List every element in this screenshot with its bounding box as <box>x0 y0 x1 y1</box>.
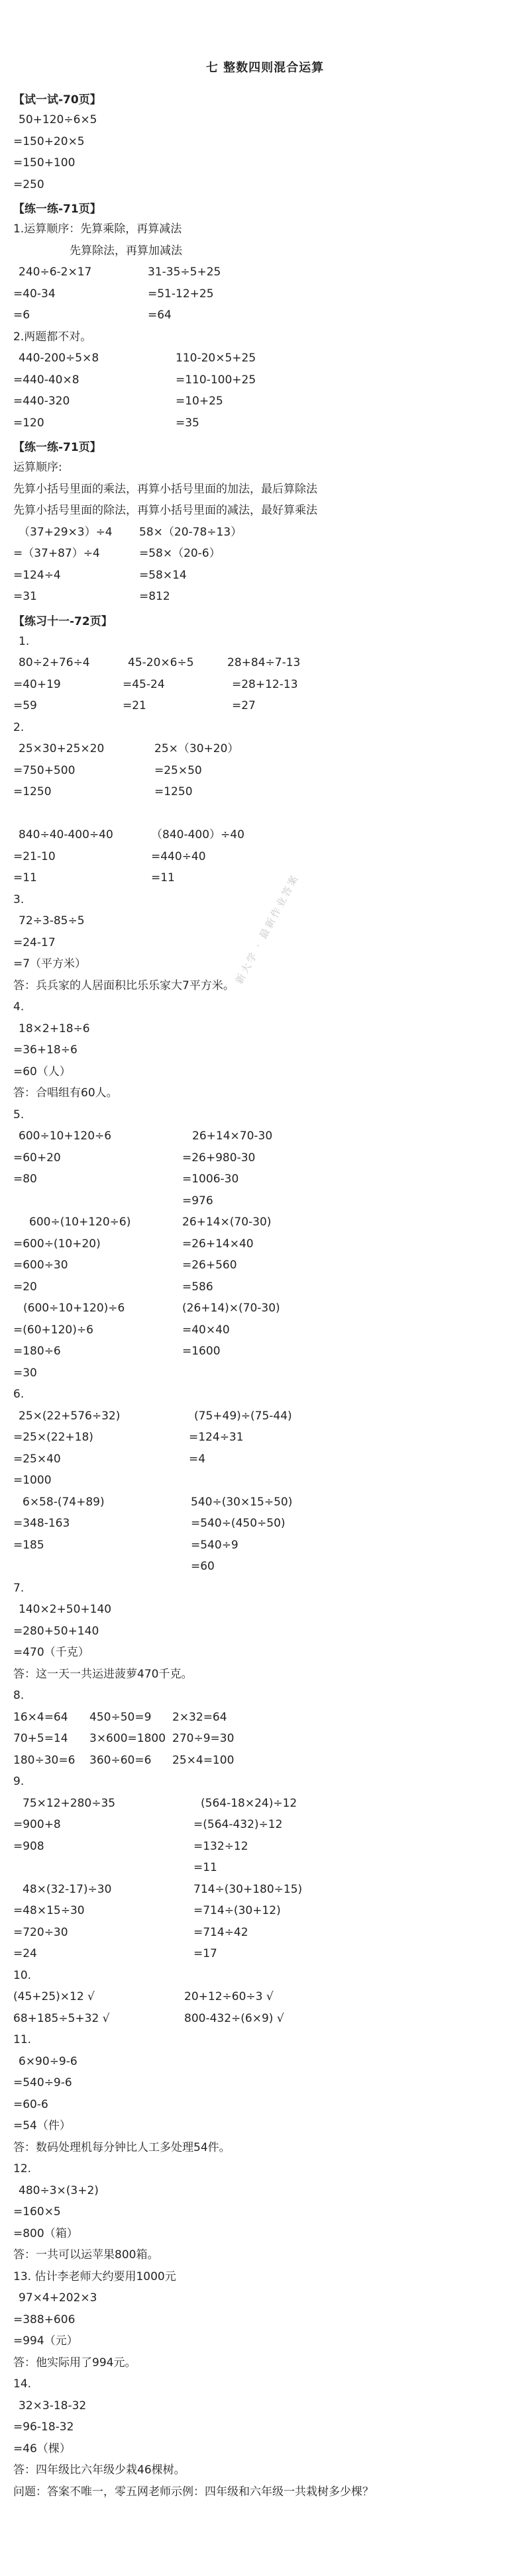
calc-cell: 6×58-(74+89) <box>23 1495 105 1509</box>
calc-cell: =750+500 <box>13 763 76 777</box>
calc-cell: =26+560 <box>182 1259 237 1272</box>
calc-row <box>13 1406 517 1427</box>
calc-line: 140×2+50+140 <box>19 1603 112 1616</box>
calc-cell: (600÷10+120)÷6 <box>23 1302 125 1315</box>
calc-cell: 540÷(30×15÷50) <box>191 1495 293 1509</box>
calc-cell: =11 <box>193 1861 217 1874</box>
calc-line: =388+606 <box>13 2313 76 2326</box>
calc-line: 97×4+202×3 <box>19 2291 97 2305</box>
question-number: 12. <box>13 2162 32 2175</box>
calc-cell: =124÷4 <box>13 568 61 582</box>
question-number: 13. 估计李老师大约要用1000元 <box>13 2269 176 2283</box>
watermark-text: 新大学 · 最新作业答案 <box>233 872 301 986</box>
question-number: 9. <box>13 1775 25 1788</box>
calc-line: =60-6 <box>13 2097 48 2111</box>
calc-cell: =6 <box>13 309 30 322</box>
calc-line: =250 <box>13 177 44 191</box>
calc-cell: =20 <box>13 1280 37 1294</box>
calc-cell: =40-34 <box>13 287 56 301</box>
calc-line: =540÷9-6 <box>13 2076 72 2089</box>
calc-line: =46（棵） <box>13 2442 71 2456</box>
calc-cell: =1006-30 <box>182 1172 239 1186</box>
question-number: 10. <box>13 1968 32 1982</box>
calc-cell: 26+14×70-30 <box>192 1129 273 1143</box>
calc-line: 18×2+18÷6 <box>19 1022 90 1035</box>
calc-cell: 16×4=64 <box>13 1710 68 1724</box>
calc-line: =36+18÷6 <box>13 1043 78 1057</box>
calc-line: =994（元） <box>13 2334 78 2348</box>
calc-cell: =58×（20-6） <box>139 547 221 560</box>
calc-row <box>13 760 517 782</box>
calc-row <box>13 2008 517 2030</box>
answer-line: 答：兵兵家的人居面积比乐乐家大7平方米。 <box>13 978 235 992</box>
calc-row <box>13 1125 517 1147</box>
calc-row <box>13 1169 517 1190</box>
answer-line: 答：合唱组有60人。 <box>13 1086 118 1100</box>
calc-cell: (26+14)×(70-30) <box>182 1302 280 1315</box>
calc-cell: 440-200÷5×8 <box>19 352 99 365</box>
calc-cell: =30 <box>13 1366 37 1380</box>
calc-row <box>13 1147 517 1169</box>
calc-row <box>13 1814 517 1836</box>
calc-cell: =45-24 <box>123 677 165 691</box>
calc-row <box>13 1857 517 1879</box>
calc-row <box>13 1793 517 1815</box>
calc-cell: =58×14 <box>139 568 187 582</box>
calc-cell: 110-20×5+25 <box>176 352 256 365</box>
calc-cell: (564-18×24)÷12 <box>201 1796 297 1810</box>
calc-row <box>13 1556 517 1578</box>
calc-line: 50+120÷6×5 <box>19 113 97 126</box>
calc-row <box>13 565 517 587</box>
calc-cell: 26+14×(70-30) <box>182 1216 272 1229</box>
calc-cell: 800-432÷(6×9) √ <box>184 2011 284 2025</box>
calc-line: 6×90÷9-6 <box>19 2054 78 2068</box>
calc-cell: =908 <box>13 1839 44 1853</box>
calc-cell: =26+980-30 <box>182 1151 256 1165</box>
calc-cell: 25×4=100 <box>172 1753 235 1767</box>
calc-row <box>13 652 517 674</box>
calc-cell: =540÷9 <box>191 1538 238 1552</box>
calc-cell: 25×(22+576÷32) <box>19 1409 121 1423</box>
calc-cell: =440÷40 <box>151 849 206 863</box>
text-line: 先算小括号里面的乘法，再算小括号里面的加法，最后算除法 <box>13 482 317 496</box>
calc-row <box>13 738 517 760</box>
calc-row <box>13 522 517 544</box>
calc-cell: =26+14×40 <box>182 1237 254 1251</box>
calc-cell: =51-12+25 <box>148 287 214 301</box>
answer-page <box>13 58 517 2503</box>
answer-line: 答：数码处理机每分钟比人工多处理54件。 <box>13 2140 231 2154</box>
page-title: 七 整数四则混合运算 <box>205 61 325 75</box>
calc-cell: =60 <box>191 1560 215 1573</box>
calc-cell: =24 <box>13 1947 37 1960</box>
calc-row <box>13 391 517 412</box>
calc-cell: =440-40×8 <box>13 373 80 387</box>
calc-cell: 840÷40-400÷40 <box>19 828 113 841</box>
calc-row <box>13 1986 517 2008</box>
section-heading: 【练习十一-72页】 <box>13 614 113 628</box>
calc-line: =60（人） <box>13 1065 71 1078</box>
question-number: 8. <box>13 1689 25 1702</box>
calc-line: =800（箱） <box>13 2226 78 2240</box>
calc-cell: （37+29×3）÷4 <box>19 525 113 539</box>
calc-row <box>13 1513 517 1535</box>
calc-cell: =27 <box>232 699 256 712</box>
calc-cell: =440-320 <box>13 395 70 408</box>
calc-row <box>13 1728 517 1750</box>
calc-line: =280+50+140 <box>13 1624 99 1638</box>
calc-line: =54（件） <box>13 2119 71 2132</box>
calc-cell: 58×（20-78÷13） <box>139 525 242 539</box>
calc-cell: =714÷42 <box>193 1925 248 1939</box>
section-heading: 【练一练-71页】 <box>13 203 101 216</box>
calc-line: 72÷3-85÷5 <box>19 914 85 928</box>
calc-cell <box>13 1190 182 1212</box>
calc-cell: =976 <box>182 1194 213 1208</box>
calc-row <box>13 824 517 846</box>
calc-cell: =714÷(30+12) <box>193 1904 281 1917</box>
calc-cell: =185 <box>13 1538 44 1552</box>
question-number: 14. <box>13 2377 32 2391</box>
calc-row <box>13 846 517 868</box>
calc-cell: 45-20×6÷5 <box>128 656 194 669</box>
calc-row <box>13 674 517 696</box>
calc-cell: =1250 <box>154 785 193 798</box>
calc-cell: 80÷2+76÷4 <box>19 656 90 669</box>
calc-cell: =25×(22+18) <box>13 1431 93 1444</box>
question-number: 7. <box>13 1581 25 1595</box>
calc-cell: =64 <box>148 309 172 322</box>
calc-cell: =132÷12 <box>193 1839 248 1853</box>
calc-cell: =31 <box>13 590 37 603</box>
question-number: 5. <box>13 1108 25 1121</box>
calc-cell: 600÷10+120÷6 <box>19 1129 112 1143</box>
calc-cell: =60+20 <box>13 1151 61 1165</box>
calc-cell: =40+19 <box>13 677 61 691</box>
calc-cell: =25×50 <box>154 763 202 777</box>
calc-row <box>13 348 517 369</box>
calc-cell: =21 <box>123 699 146 712</box>
question-number: 11. <box>13 2033 32 2046</box>
calc-cell: =120 <box>13 416 44 430</box>
calc-cell: =17 <box>193 1947 217 1960</box>
text-line: 1.运算顺序：先算乘除，再算减法 <box>13 222 182 236</box>
calc-cell: =720÷30 <box>13 1925 68 1939</box>
calc-row <box>13 1535 517 1556</box>
text-line: 先算小括号里面的除法，再算小括号里面的减法，最好算乘法 <box>13 504 317 517</box>
calc-cell: (45+25)×12 √ <box>13 1990 95 2003</box>
calc-cell: （840-400）÷40 <box>151 828 244 841</box>
calc-line: =7（平方米） <box>13 957 87 971</box>
calc-cell: =(564-432)÷12 <box>193 1818 283 1831</box>
calc-cell: =586 <box>182 1280 213 1294</box>
question-line: 问题：答案不唯一，零五网老师示例：四年级和六年级一共栽树多少棵？ <box>13 2485 374 2499</box>
calc-cell: =1250 <box>13 785 52 798</box>
calc-cell <box>13 1556 191 1578</box>
calc-row <box>13 1922 517 1944</box>
calc-cell: 240÷6-2×17 <box>19 265 92 279</box>
calc-line: =96-18-32 <box>13 2420 74 2434</box>
calc-cell: =21-10 <box>13 849 56 863</box>
calc-cell: =1600 <box>182 1345 221 1358</box>
calc-cell: =(60+120)÷6 <box>13 1323 93 1337</box>
calc-cell: =900+8 <box>13 1818 61 1831</box>
answer-line: 答：四年级比六年级少栽46棵树。 <box>13 2463 186 2477</box>
calc-row <box>13 1255 517 1276</box>
calc-cell: =80 <box>13 1172 37 1186</box>
calc-cell: =（37+87）÷4 <box>13 547 100 560</box>
calc-cell: =180÷6 <box>13 1345 61 1358</box>
calc-cell: =28+12-13 <box>232 677 298 691</box>
calc-row <box>13 1900 517 1922</box>
calc-row <box>13 695 517 717</box>
calc-cell: =540÷(450÷50) <box>191 1517 286 1530</box>
spacer <box>13 803 517 825</box>
calc-row <box>13 1449 517 1470</box>
calc-cell: 28+84÷7-13 <box>227 656 301 669</box>
calc-row <box>13 1233 517 1255</box>
calc-line: =470（千克） <box>13 1646 89 1659</box>
calc-cell: (75+49)÷(75-44) <box>194 1409 292 1423</box>
calc-cell: =124÷31 <box>189 1431 244 1444</box>
question-number: 2. <box>13 720 25 734</box>
calc-cell: 450÷50=9 <box>89 1710 152 1724</box>
calc-cell: 360÷60=6 <box>89 1753 152 1767</box>
calc-cell: 180÷30=6 <box>13 1753 76 1767</box>
answer-line: 答：一共可以运苹果800箱。 <box>13 2248 159 2262</box>
calc-cell: =812 <box>139 590 170 603</box>
calc-row <box>13 1750 517 1772</box>
text-line: 先算除法，再算加减法 <box>70 244 182 258</box>
calc-row <box>13 1190 517 1212</box>
calc-row <box>13 283 517 305</box>
calc-row <box>13 1298 517 1319</box>
calc-cell: =600÷30 <box>13 1259 68 1272</box>
calc-cell: 3×600=1800 <box>89 1732 166 1745</box>
calc-row <box>13 305 517 326</box>
calc-line: 32×3-18-32 <box>19 2399 87 2412</box>
calc-row <box>13 1492 517 1513</box>
calc-line: =24-17 <box>13 935 56 949</box>
calc-row <box>13 1276 517 1298</box>
calc-cell: 25×（30+20） <box>154 742 239 755</box>
calc-cell: =600÷(10+20) <box>13 1237 101 1251</box>
calc-cell: =11 <box>13 871 37 884</box>
calc-line: 480÷3×(3+2) <box>19 2183 99 2197</box>
calc-cell: =348-163 <box>13 1517 70 1530</box>
calc-cell: =35 <box>176 416 199 430</box>
calc-line: =150+100 <box>13 156 76 169</box>
calc-line: =150+20×5 <box>13 134 85 148</box>
calc-cell: =25×40 <box>13 1452 61 1466</box>
section-heading: 【试一试-70页】 <box>13 93 101 107</box>
calc-row <box>13 586 517 608</box>
calc-row <box>13 1362 517 1384</box>
calc-cell: 270÷9=30 <box>172 1732 235 1745</box>
calc-cell: 600÷(10+120÷6) <box>29 1216 131 1229</box>
calc-row <box>13 1707 517 1729</box>
question-number: 3. <box>13 892 25 906</box>
calc-cell: =10+25 <box>176 395 223 408</box>
calc-cell <box>13 1857 193 1879</box>
calc-cell: =11 <box>151 871 175 884</box>
calc-line: =160×5 <box>13 2205 61 2218</box>
calc-cell: 20+12÷60÷3 √ <box>184 1990 274 2003</box>
calc-cell: 2×32=64 <box>172 1710 227 1724</box>
question-number: 1. <box>19 634 30 648</box>
calc-row <box>13 412 517 434</box>
calc-row <box>13 1212 517 1233</box>
calc-row <box>13 867 517 889</box>
answer-line: 答：他实际用了994元。 <box>13 2356 136 2369</box>
section-heading: 【练一练-71页】 <box>13 441 101 454</box>
calc-cell: =1000 <box>13 1474 52 1487</box>
calc-cell: 48×(32-17)÷30 <box>23 1882 112 1896</box>
calc-row <box>13 1836 517 1858</box>
calc-cell: 714÷(30+180÷15) <box>193 1882 303 1896</box>
calc-row <box>13 1470 517 1492</box>
calc-cell: =4 <box>189 1452 206 1466</box>
calc-row <box>13 369 517 391</box>
calc-row <box>13 1879 517 1901</box>
calc-cell: 25×30+25×20 <box>19 742 105 755</box>
calc-cell: 31-35÷5+25 <box>148 265 221 279</box>
calc-cell: =48×15÷30 <box>13 1904 85 1917</box>
calc-cell: =40×40 <box>182 1323 230 1337</box>
text-line: 运算顺序: <box>13 461 62 474</box>
text-line: 2.两题都不对。 <box>13 330 92 344</box>
calc-row <box>13 262 517 283</box>
calc-cell: =59 <box>13 699 37 712</box>
calc-row <box>13 543 517 565</box>
calc-row <box>13 1319 517 1341</box>
calc-row <box>13 1943 517 1965</box>
calc-row <box>13 781 517 803</box>
answer-line: 答：这一天一共运进菠萝470千克。 <box>13 1667 193 1681</box>
question-number: 4. <box>13 1000 25 1014</box>
calc-cell: 75×12+280÷35 <box>23 1796 116 1810</box>
question-number: 6. <box>13 1388 25 1401</box>
calc-row <box>13 1427 517 1449</box>
calc-cell: 68+185÷5+32 √ <box>13 2011 110 2025</box>
calc-cell: 70+5=14 <box>13 1732 68 1745</box>
calc-cell: =110-100+25 <box>176 373 256 387</box>
calc-row <box>13 1341 517 1362</box>
